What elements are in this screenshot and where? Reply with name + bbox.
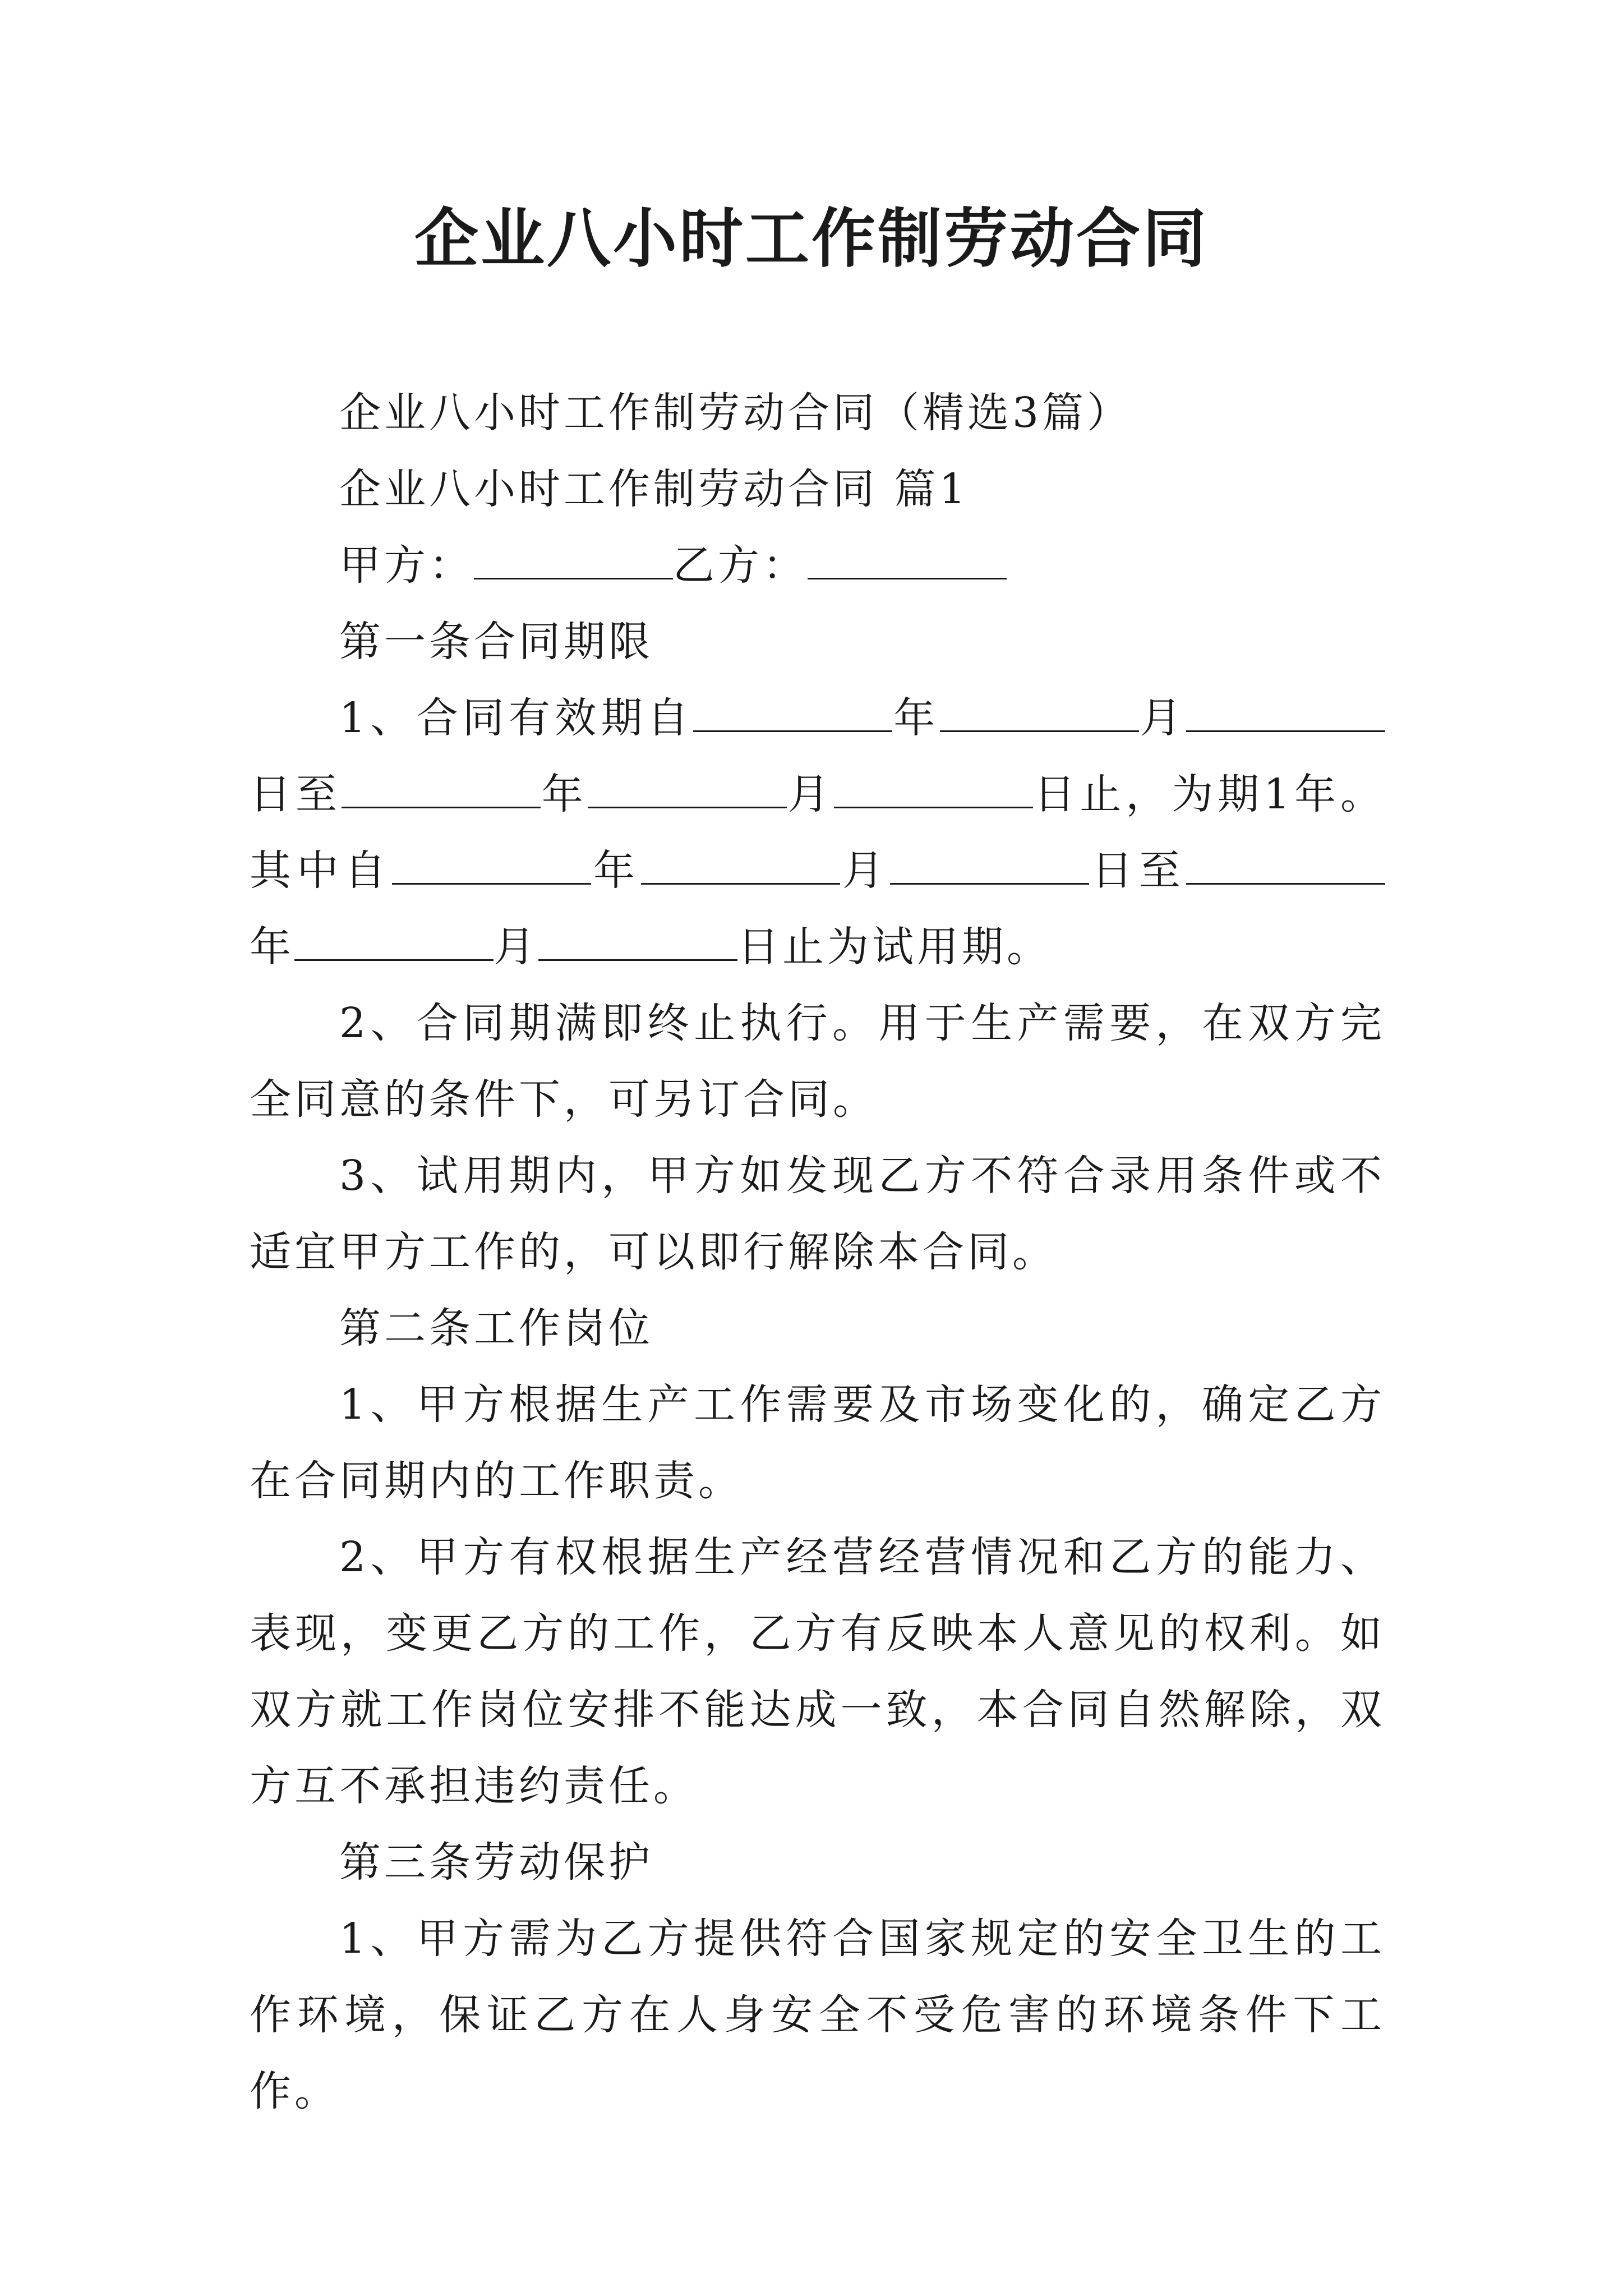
party-b-label: 乙方：: [673, 541, 808, 590]
fill-blank: [641, 849, 840, 885]
clause-text: 日至: [1089, 846, 1186, 895]
clause-text: 年: [892, 694, 940, 742]
clause-text: 日至: [250, 770, 342, 818]
clause-text: 年: [591, 846, 641, 895]
fill-blank: [890, 849, 1089, 885]
document-title: 企业八小时工作制劳动合同: [414, 201, 1209, 276]
clause-text: 年: [540, 770, 588, 818]
fill-blank: [693, 697, 892, 732]
fill-blank: [294, 926, 494, 961]
party-a-blank: [474, 544, 673, 579]
fill-blank: [538, 926, 737, 961]
article2-clause1: 1、甲方根据生产工作需要及市场变化的，确定乙方在合同期内的工作职责。: [250, 1381, 1385, 1505]
party-a-label: 甲方：: [339, 541, 474, 590]
clause-text: 日止为试用期。: [737, 923, 1052, 971]
article1-clause3: 3、试用期内，甲方如发现乙方不符合录用条件或不适宜甲方工作的，可以即行解除本合同。: [250, 1152, 1385, 1276]
clause-text: 月: [840, 846, 890, 895]
clause-text: 1、合同有效期自: [339, 694, 694, 742]
article2-heading: 第二条工作岗位: [339, 1304, 653, 1352]
clause-text: 日止，为期1年。其中自: [250, 770, 1385, 895]
clause-text: 月: [494, 923, 538, 971]
party-b-blank: [808, 544, 1007, 579]
fill-blank: [834, 773, 1033, 808]
fill-blank: [1186, 697, 1385, 732]
fill-blank: [392, 849, 591, 885]
fill-blank: [1186, 849, 1385, 885]
clause-text: 月: [786, 770, 834, 818]
article1-clause2: 2、合同期满即终止执行。用于生产需要，在双方完全同意的条件下，可另订合同。: [250, 999, 1385, 1124]
article3-heading: 第三条劳动保护: [339, 1838, 653, 1887]
article1-heading: 第一条合同期限: [339, 618, 653, 666]
clause-text: 年: [250, 923, 294, 971]
article3-clause1: 1、甲方需为乙方提供符合国家规定的安全卫生的工作环境，保证乙方在人身安全不受危害的环境条件下工作。: [250, 1915, 1385, 2115]
fill-blank: [342, 773, 541, 808]
article1-clause1: [250, 680, 1385, 985]
subtitle: 企业八小时工作制劳动合同（精选3篇）: [339, 389, 1132, 437]
fill-blank: [588, 773, 787, 808]
article2-clause2: 2、甲方有权根据生产经营经营情况和乙方的能力、表现，变更乙方的工作，乙方有反映本人意见的权利。如双方就工作岗位安排不能达成一致，本合同自然解除，双方互不承担违约责任。: [250, 1533, 1385, 1810]
parties-line: [250, 527, 1385, 604]
document-body: [250, 375, 1385, 2129]
part-heading: 企业八小时工作制劳动合同 篇1: [339, 465, 969, 513]
clause-text: 月: [1138, 694, 1186, 742]
fill-blank: [940, 697, 1139, 732]
